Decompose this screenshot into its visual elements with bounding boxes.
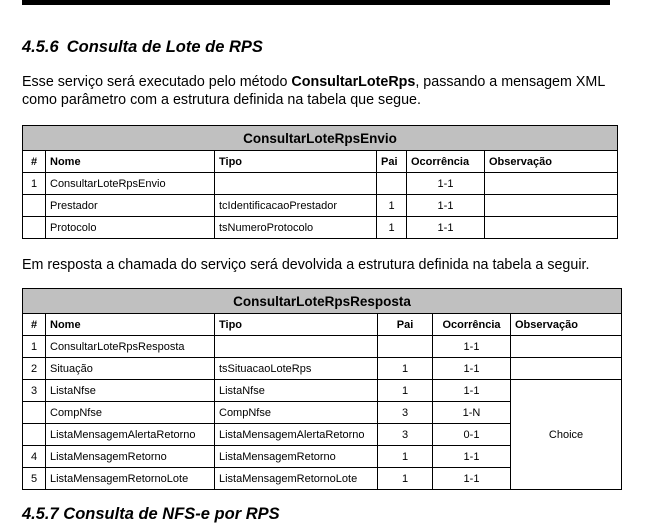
cell-observacao	[485, 217, 618, 239]
resposta-header-row	[23, 314, 622, 336]
cell-pai	[377, 173, 407, 195]
envio-table-title: ConsultarLoteRpsEnvio	[23, 126, 618, 151]
col-header: Nome	[46, 151, 215, 173]
cell-tipo: ListaNfse	[215, 380, 378, 402]
col-header: Nome	[46, 314, 215, 336]
cell-num: 5	[23, 468, 46, 490]
table-row	[23, 217, 618, 239]
cell-num: 1	[23, 336, 46, 358]
col-header: #	[23, 151, 46, 173]
section-number: 4.5.6	[22, 38, 59, 56]
table-row	[23, 358, 622, 380]
intro-text-before: Esse serviço será executado pelo método	[22, 74, 292, 90]
cell-num	[23, 217, 46, 239]
cell-num	[23, 424, 46, 446]
section-title: Consulta de Lote de RPS	[66, 38, 263, 56]
cell-num: 2	[23, 358, 46, 380]
cell-nome: ListaMensagemAlertaRetorno	[46, 424, 215, 446]
intro-text-after: , passando a mensagem XML	[415, 74, 606, 90]
col-header: Observação	[485, 151, 618, 173]
intro-method: ConsultarLoteRps	[291, 74, 416, 90]
cell-num	[23, 402, 46, 424]
cell-choice: Choice	[511, 380, 622, 490]
envio-header-row	[23, 151, 618, 173]
cell-num: 3	[23, 380, 46, 402]
cell-ocorrencia: 1-N	[433, 402, 511, 424]
cell-observacao	[485, 195, 618, 217]
col-header: Observação	[511, 314, 622, 336]
cell-nome: ConsultarLoteRpsEnvio	[46, 173, 215, 195]
cell-nome: Situação	[46, 358, 215, 380]
cell-pai: 1	[377, 195, 407, 217]
table-row	[23, 336, 622, 358]
cell-ocorrencia: 1-1	[407, 217, 485, 239]
cell-observacao	[485, 173, 618, 195]
cell-nome: ListaNfse	[46, 380, 215, 402]
cell-num	[23, 195, 46, 217]
cell-nome: ConsultarLoteRpsResposta	[46, 336, 215, 358]
cell-num: 1	[23, 173, 46, 195]
cell-ocorrencia: 1-1	[433, 336, 511, 358]
col-header: Pai	[378, 314, 433, 336]
cell-observacao	[511, 336, 622, 358]
col-header: Ocorrência	[407, 151, 485, 173]
cell-nome: CompNfse	[46, 402, 215, 424]
header-rule	[22, 0, 610, 5]
cell-tipo: ListaMensagemAlertaRetorno	[215, 424, 378, 446]
cell-ocorrencia: 0-1	[433, 424, 511, 446]
cell-pai	[378, 336, 433, 358]
cell-tipo: ListaMensagemRetornoLote	[215, 468, 378, 490]
cell-pai: 1	[378, 358, 433, 380]
section-heading	[22, 38, 263, 57]
cell-pai: 1	[378, 380, 433, 402]
cell-pai: 1	[378, 446, 433, 468]
next-section-heading: 4.5.7 Consulta de NFS-e por RPS	[22, 505, 280, 523]
cell-observacao	[511, 358, 622, 380]
cell-tipo: CompNfse	[215, 402, 378, 424]
intro-text-line2: como parâmetro com a estrutura definida na tabela que segue.	[22, 92, 421, 108]
cell-ocorrencia: 1-1	[433, 380, 511, 402]
table-row	[23, 195, 618, 217]
resposta-table	[22, 288, 622, 490]
cell-ocorrencia: 1-1	[407, 173, 485, 195]
cell-pai: 1	[378, 468, 433, 490]
cell-ocorrencia: 1-1	[433, 358, 511, 380]
cell-tipo	[215, 173, 377, 195]
cell-ocorrencia: 1-1	[433, 468, 511, 490]
cell-nome: ListaMensagemRetorno	[46, 446, 215, 468]
cell-ocorrencia: 1-1	[407, 195, 485, 217]
cell-pai: 1	[377, 217, 407, 239]
response-paragraph: Em resposta a chamada do serviço será devolvida a estrutura definida na tabela a seguir.	[22, 257, 590, 273]
cell-tipo	[215, 336, 378, 358]
col-header: #	[23, 314, 46, 336]
col-header: Tipo	[215, 314, 378, 336]
cell-pai: 3	[378, 424, 433, 446]
col-header: Ocorrência	[433, 314, 511, 336]
cell-pai: 3	[378, 402, 433, 424]
cell-nome: Protocolo	[46, 217, 215, 239]
cell-tipo: tcIdentificacaoPrestador	[215, 195, 377, 217]
cell-tipo: tsSituacaoLoteRps	[215, 358, 378, 380]
col-header: Pai	[377, 151, 407, 173]
cell-tipo: ListaMensagemRetorno	[215, 446, 378, 468]
cell-ocorrencia: 1-1	[433, 446, 511, 468]
cell-num: 4	[23, 446, 46, 468]
table-row	[23, 380, 622, 402]
intro-paragraph	[22, 73, 637, 109]
table-row	[23, 173, 618, 195]
cell-tipo: tsNumeroProtocolo	[215, 217, 377, 239]
cell-nome: Prestador	[46, 195, 215, 217]
resposta-table-title: ConsultarLoteRpsResposta	[23, 289, 622, 314]
envio-table	[22, 125, 618, 239]
cell-nome: ListaMensagemRetornoLote	[46, 468, 215, 490]
col-header: Tipo	[215, 151, 377, 173]
